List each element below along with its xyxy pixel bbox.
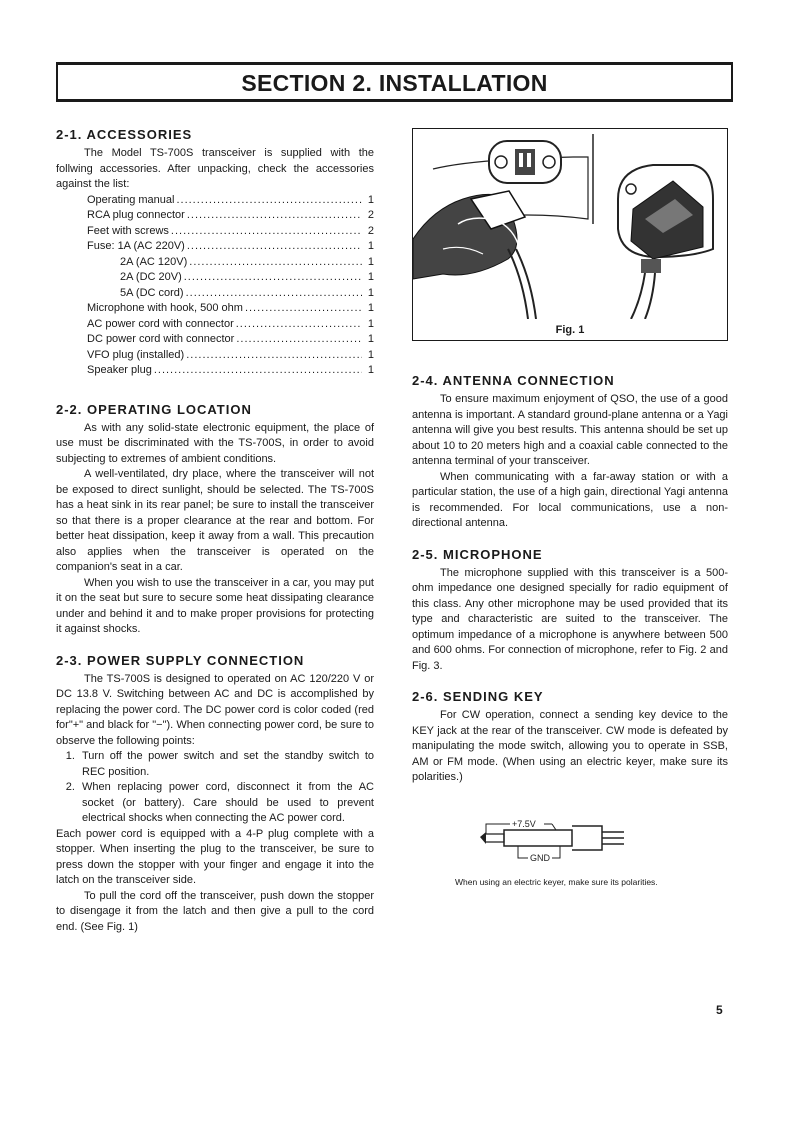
location-section	[56, 401, 374, 638]
voltage-label: +7.5V	[512, 819, 536, 829]
accessory-name: Microphone with hook, 500 ohm	[87, 302, 243, 314]
accessory-name: 2A (AC 120V)	[120, 255, 188, 268]
accessory-qty: 1	[367, 286, 374, 299]
accessory-item	[87, 317, 374, 333]
accessory-name: Speaker plug	[87, 364, 152, 376]
accessory-name: 5A (DC cord)	[120, 286, 184, 299]
dot-leader	[184, 270, 362, 286]
antenna-paragraph-2: When communicating with a far-away station or with a particular station, the use of a high gain, directional Yagi antenna is recommended. For local communications, use a non-directional antenna.	[412, 470, 728, 529]
microphone-paragraph: The microphone supplied with this transceiver is a 500-ohm impedance one designed specially for radio equipment of this class. Any other microphone may be used provided that its type and characteristic are suited to the transceiver. The optimum impedance of a microphone is anywhere between 500 and 600 ohms. For connection of microphone, refer to Fig. 2 and Fig. 3.	[412, 566, 728, 672]
antenna-paragraph-1: To ensure maximum enjoyment of QSO, the use of a good antenna is important. A standard ground-plane antenna or a Yagi antenna will give you best results. This antenna should be set up about 10 to 20 meters high and a coaxial cable connected to the antenna terminal of your transceiver.	[412, 393, 728, 467]
accessory-item	[87, 286, 374, 302]
accessory-item	[87, 208, 374, 224]
sending-key-section	[412, 688, 728, 786]
accessory-qty: 1	[367, 193, 374, 206]
keyer-plug-schematic	[452, 812, 662, 872]
plug-illustration	[413, 129, 726, 319]
dot-leader	[236, 332, 362, 348]
accessory-qty: 1	[367, 302, 374, 314]
accessory-item	[87, 239, 374, 255]
accessory-qty: 2	[367, 209, 374, 221]
power-paragraph-1: The TS-700S is designed to operated on AC 120/220 V or DC 13.8 V. Switching between AC and DC is accomplished by replacing the power cord. The DC power cord is color coded (red for"+" and black for "−"). When connecting power cord, be sure to observe the following points:	[56, 672, 374, 747]
accessory-item	[87, 193, 374, 209]
accessory-qty: 2	[367, 224, 374, 237]
dot-leader	[176, 193, 362, 209]
accessory-qty: 1	[367, 333, 374, 345]
page-number: 5	[716, 1003, 723, 1017]
accessory-qty: 1	[367, 364, 374, 376]
accessory-name: Operating manual	[87, 193, 175, 206]
power-heading: 2-3. POWER SUPPLY CONNECTION	[56, 652, 305, 668]
accessory-item	[87, 301, 374, 317]
location-paragraph-3: When you wish to use the transceiver in a car, you may put it on the seat but sure to secure some heat dissipating clearance under and behind it and to make proper provisions for protecting it against shocks.	[56, 576, 374, 635]
dot-leader	[154, 363, 362, 379]
accessory-qty: 1	[367, 348, 374, 361]
microphone-heading: 2-5. MICROPHONE	[412, 546, 543, 562]
accessory-item	[87, 270, 374, 286]
dot-leader	[245, 301, 362, 317]
dot-leader	[186, 286, 362, 302]
accessory-name: RCA plug connector	[87, 209, 185, 221]
accessory-name: VFO plug (installed)	[87, 348, 185, 361]
accessory-qty: 1	[367, 240, 374, 252]
figure-1	[412, 128, 728, 341]
ground-label: GND	[530, 853, 550, 863]
keyer-diagram	[452, 812, 662, 877]
antenna-section	[412, 372, 728, 532]
location-paragraph-1: As with any solid-state electronic equipment, the place of use must be discriminated with the TS-700S, in order to avoid subjecting to extremes of ambient conditions.	[56, 421, 374, 465]
antenna-heading: 2-4. ANTENNA CONNECTION	[412, 373, 615, 388]
location-paragraph-2: A well-ventilated, dry place, where the transceiver will not be exposed to direct sunlight, should be selected. The TS-700S has a heat sink in its rear panel; be sure to install the transceiver so that there is a proper clearance at the rear and bottom. For better heat dissipation, keep it away from a wall. This precaution also applies when the transceiver is operated on the companion's seat in a car.	[56, 468, 374, 573]
accessory-name: AC power cord with connector	[87, 317, 234, 330]
dot-leader	[171, 224, 362, 240]
accessory-name: Fuse: 1A (AC 220V)	[87, 240, 185, 252]
power-step: 1. Turn off the power switch and set the standby switch to REC position.	[78, 749, 374, 780]
accessory-item	[87, 255, 374, 271]
accessories-heading: 2-1. ACCESSORIES	[56, 127, 193, 142]
power-paragraph-2: Each power cord is equipped with a 4-P plug complete with a stopper. When inserting the plug to the transceiver, be sure to press down the stopper with your finger and engage it into the latch on the transceiver side.	[56, 827, 374, 886]
dot-leader	[236, 317, 362, 333]
sending-key-paragraph: For CW operation, connect a sending key device to the KEY jack at the rear of the transceiver. CW mode is defeated by manipulating the mode switch, allowing you to operate in SSB, AM or FM mode. (When using an electric keyer, make sure its polarities.)	[412, 709, 728, 783]
location-heading: 2-2. OPERATING LOCATION	[56, 401, 252, 417]
accessory-item	[87, 332, 374, 348]
right-column	[412, 372, 728, 800]
accessory-qty: 1	[367, 271, 374, 283]
left-column	[56, 126, 374, 949]
figure-1-caption: Fig. 1	[555, 324, 585, 336]
accessories-list	[56, 193, 374, 379]
dot-leader	[186, 348, 362, 364]
accessory-qty: 1	[367, 255, 374, 268]
accessories-section	[56, 126, 374, 379]
dot-leader	[189, 255, 362, 271]
power-steps	[56, 749, 374, 827]
power-section	[56, 652, 374, 936]
accessory-name: DC power cord with connector	[87, 333, 235, 345]
power-step: 2. When replacing power cord, disconnect it from the AC socket (or battery). Care should be used to prevent electrical shocks when connecting the AC power cord.	[78, 780, 374, 827]
power-paragraph-3: To pull the cord off the transceiver, push down the stopper to disengage it from the latch and then give a pull to the cord end. (See Fig. 1)	[56, 889, 374, 933]
accessory-item	[87, 363, 374, 379]
accessory-name: Feet with screws	[87, 224, 169, 237]
section-title: SECTION 2. INSTALLATION	[241, 70, 548, 96]
section-header	[56, 62, 733, 102]
accessory-item	[87, 224, 374, 240]
accessory-qty: 1	[367, 317, 374, 330]
microphone-section	[412, 546, 728, 675]
accessories-intro: The Model TS-700S transceiver is supplied with the follwing accessories. After unpacking, check the accessories against the list:	[56, 147, 374, 190]
dot-leader	[187, 208, 362, 224]
accessory-item	[87, 348, 374, 364]
keyer-caption: When using an electric keyer, make sure its polarities.	[455, 877, 658, 887]
sending-key-heading: 2-6. SENDING KEY	[412, 689, 544, 704]
accessory-name: 2A (DC 20V)	[120, 271, 182, 283]
dot-leader	[187, 239, 362, 255]
